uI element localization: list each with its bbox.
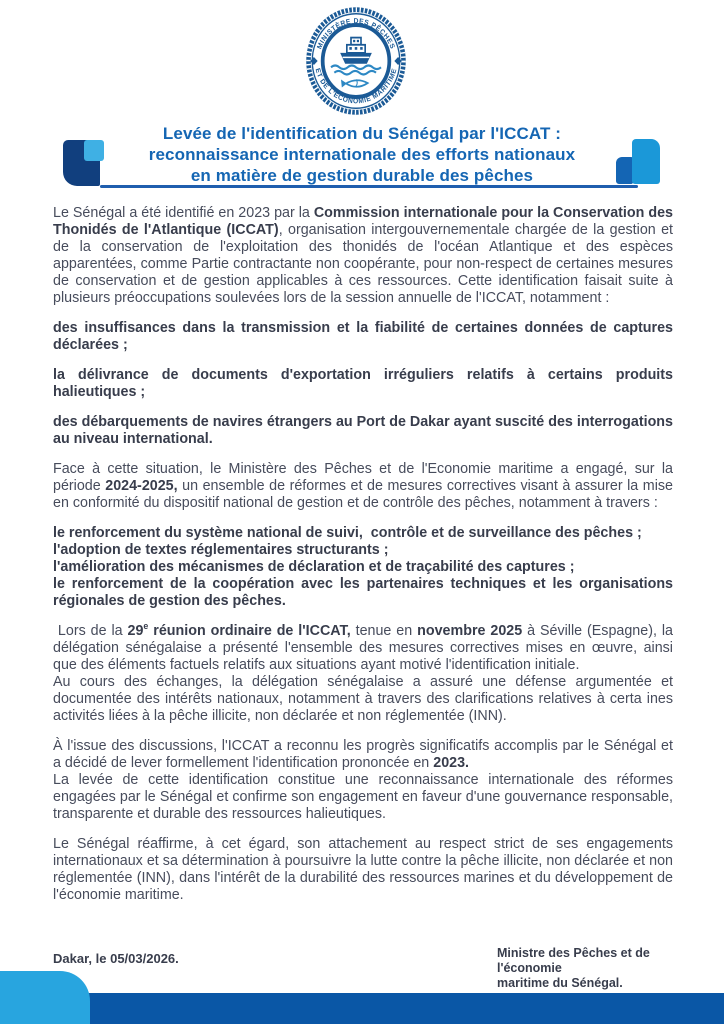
flag-left-light-shape xyxy=(84,140,104,161)
paragraph: Le Sénégal a été identifié en 2023 par la Commission internationale pour la Conservation des Thonidés de l'Atlantique (ICCAT), organisation intergouvernementale chargée de la gestion et de la conservation de l'exploitation des thonidés de l'océan Atlantique et des espèces apparentées, comme Partie contractante non coopérante, pour non-respect de certaines mesures de conservation et de gestion applicables à ces ressources. Cette identification faisait suite à plusieurs préoccupations soulevées lors de la session annuelle de l'ICCAT, notamment : xyxy=(53,205,677,306)
seal-top-text: MINISTÈRE DES PÊCHES xyxy=(316,17,396,51)
ministry-seal-icon xyxy=(306,7,406,115)
title-underline xyxy=(100,185,638,188)
seal-bottom-text: ET DE L'ÉCONOMIE MARITIME xyxy=(313,67,399,106)
title-line-3: en matière de gestion durable des pêches xyxy=(190,166,534,185)
paragraph: des insuffisances dans la transmission et la fiabilité de certaines données de captures déclarées ; xyxy=(53,320,677,353)
waves-icon xyxy=(331,66,381,75)
title-line-1: Levée de l'identification du Sénégal par l'ICCAT : xyxy=(162,124,562,143)
footer-band-dark xyxy=(86,993,724,1024)
paragraph: Le Sénégal réaffirme, à cet égard, son attachement au respect strict de ses engagements internationaux et sa détermination à poursuivre la lutte contre la pêche illicite, non déclarée et non réglementée (INN), dans l'intérêt de la durabilité des ressources marines et du développement de l'économie maritime. xyxy=(53,836,677,903)
footer-corner-light xyxy=(0,971,90,1024)
title-line-2: reconnaissance internationale des efforts nationaux xyxy=(148,145,576,164)
paragraph: la délivrance de documents d'exportation irréguliers relatifs à certains produits halieutiques ; xyxy=(53,367,677,400)
paragraph: Face à cette situation, le Ministère des Pêches et de l'Economie maritime a engagé, sur la période 2024-2025, un ensemble de réformes et de mesures correctives visant à assurer la mise en conformité du dispositif national de gestion et de contrôle des pêches, notamment à travers : xyxy=(53,461,677,511)
paragraph: À l'issue des discussions, l'ICCAT a reconnu les progrès significatifs accomplis par le Sénégal et a décidé de lever formellement l'identification prononcée en 2023. La levée de cette identification constitue une reconnaissance internationale des réformes engagées par le Sénégal et confirme son engagement en faveur d'une gouvernance responsable, transparente et durable des ressources halieutiques. xyxy=(53,738,677,822)
ministry-seal-logo xyxy=(306,7,406,115)
document-body xyxy=(53,205,677,904)
paragraph: des débarquements de navires étrangers au Port de Dakar ayant suscité des interrogations au niveau international. xyxy=(53,414,677,447)
fish-icon xyxy=(341,79,368,87)
flag-right-dark-shape xyxy=(616,157,633,184)
signature-block: Ministre des Pêches et de l'économie maritime du Sénégal. xyxy=(497,946,650,990)
paragraph: Lors de la 29e réunion ordinaire de l'ICCAT, tenue en novembre 2025 à Séville (Espagne), la délégation sénégalaise a présenté l'ensemble des mesures correctives mises en œuvre, ainsi que des éléments factuels relatifs aux situations ayant motivé l'identification initiale. Au cours des échanges, la délégation sénégalaise a assuré une défense argumentée et documentée des intérêts nationaux, notamment à travers des clarifications relatives à certa ines activités liées à la pêche illicite, non déclarée et non réglementée (INN). xyxy=(53,621,673,724)
anchor-icon xyxy=(394,57,402,65)
anchor-icon xyxy=(310,57,318,65)
flag-right-light-shape xyxy=(632,139,660,184)
dateline: Dakar, le 05/03/2026. xyxy=(53,951,179,966)
ship-icon xyxy=(340,38,372,64)
paragraph: le renforcement du système national de suivi, contrôle et de surveillance des pêches ; l'adoption de textes réglementaires structurants ; l'amélioration des mécanismes de déclaration et de traçabilité des captures ; le renforcement de la coopération avec les partenaires techniques et les organisations régionales de gestion des pêches. xyxy=(53,525,673,609)
